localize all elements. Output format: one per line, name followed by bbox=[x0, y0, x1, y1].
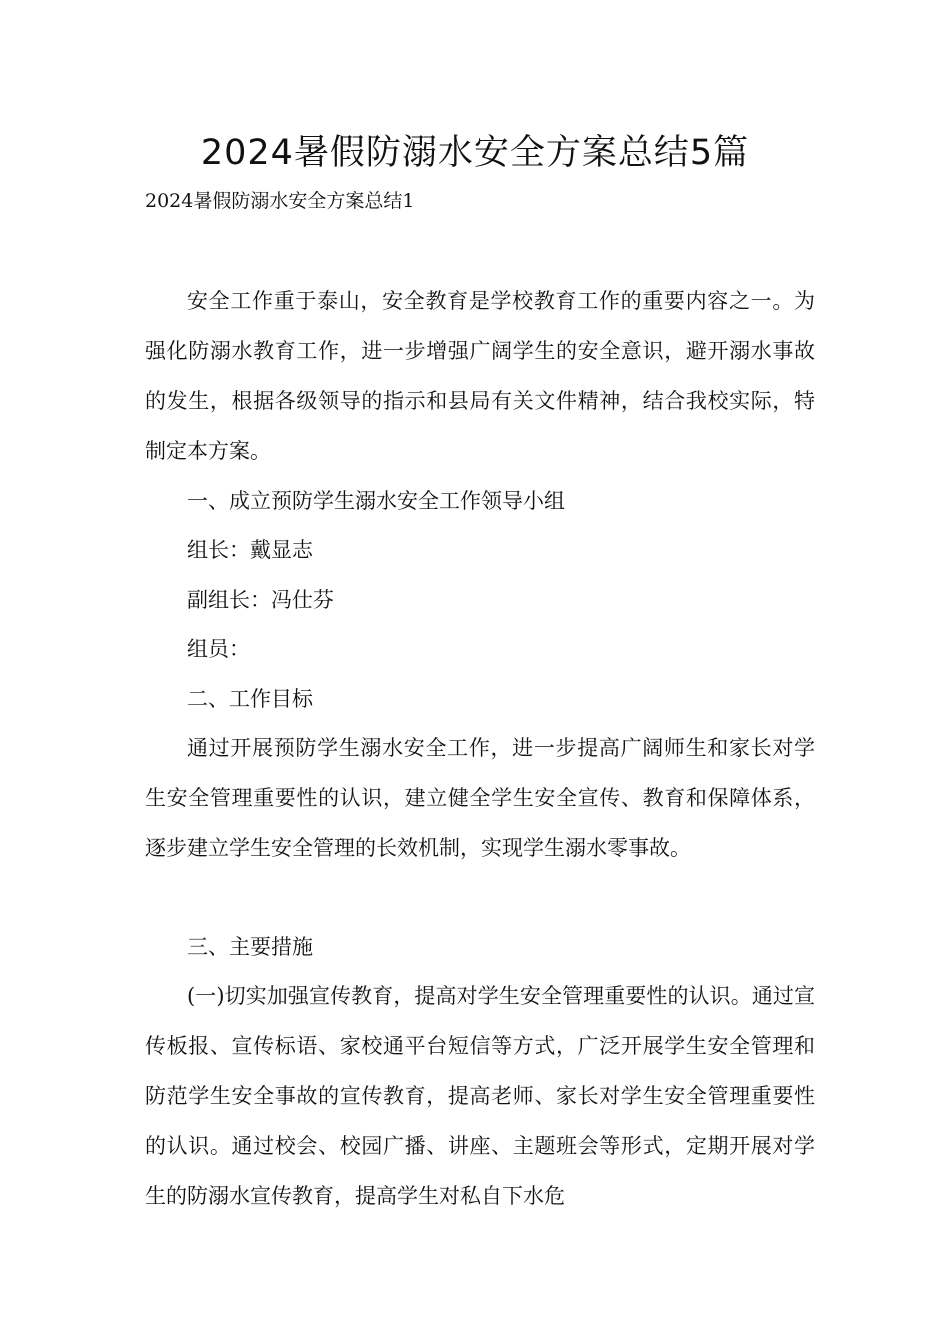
measure-1-paragraph: (一)切实加强宣传教育，提高对学生安全管理重要性的认识。通过宣传板报、宣传标语、家校通平台短信等方式，广泛开展学生安全管理和防范学生安全事故的宣传教育，提高老师、家长对学生安全管理重要性的认识。通过校会、校园广播、讲座、主题班会等形式，定期开展对学生的防溺水宣传教育，提高学生对私自下水危 bbox=[145, 984, 815, 1208]
members-line: 组员： bbox=[187, 637, 250, 661]
section-2-heading: 二、工作目标 bbox=[187, 687, 313, 711]
section-3-heading: 三、主要措施 bbox=[187, 935, 313, 959]
intro-paragraph: 安全工作重于泰山，安全教育是学校教育工作的重要内容之一。为强化防溺水教育工作，进一步增强广阔学生的安全意识，避开溺水事故的发生，根据各级领导的指示和县局有关文件精神，结合我校实际，特制定本方案。 bbox=[145, 289, 815, 463]
leader-line: 组长：戴显志 bbox=[187, 538, 313, 562]
document-subtitle: 2024暑假防溺水安全方案总结1 bbox=[145, 190, 415, 212]
goal-paragraph: 通过开展预防学生溺水安全工作，进一步提高广阔师生和家长对学生安全管理重要性的认识，建立健全学生安全宣传、教育和保障体系，逐步建立学生安全管理的长效机制，实现学生溺水零事故。 bbox=[145, 736, 815, 860]
section-1-heading: 一、成立预防学生溺水安全工作领导小组 bbox=[187, 489, 565, 513]
document-title: 2024暑假防溺水安全方案总结5篇 bbox=[200, 133, 750, 173]
vice-leader-line: 副组长：冯仕芬 bbox=[187, 588, 334, 612]
